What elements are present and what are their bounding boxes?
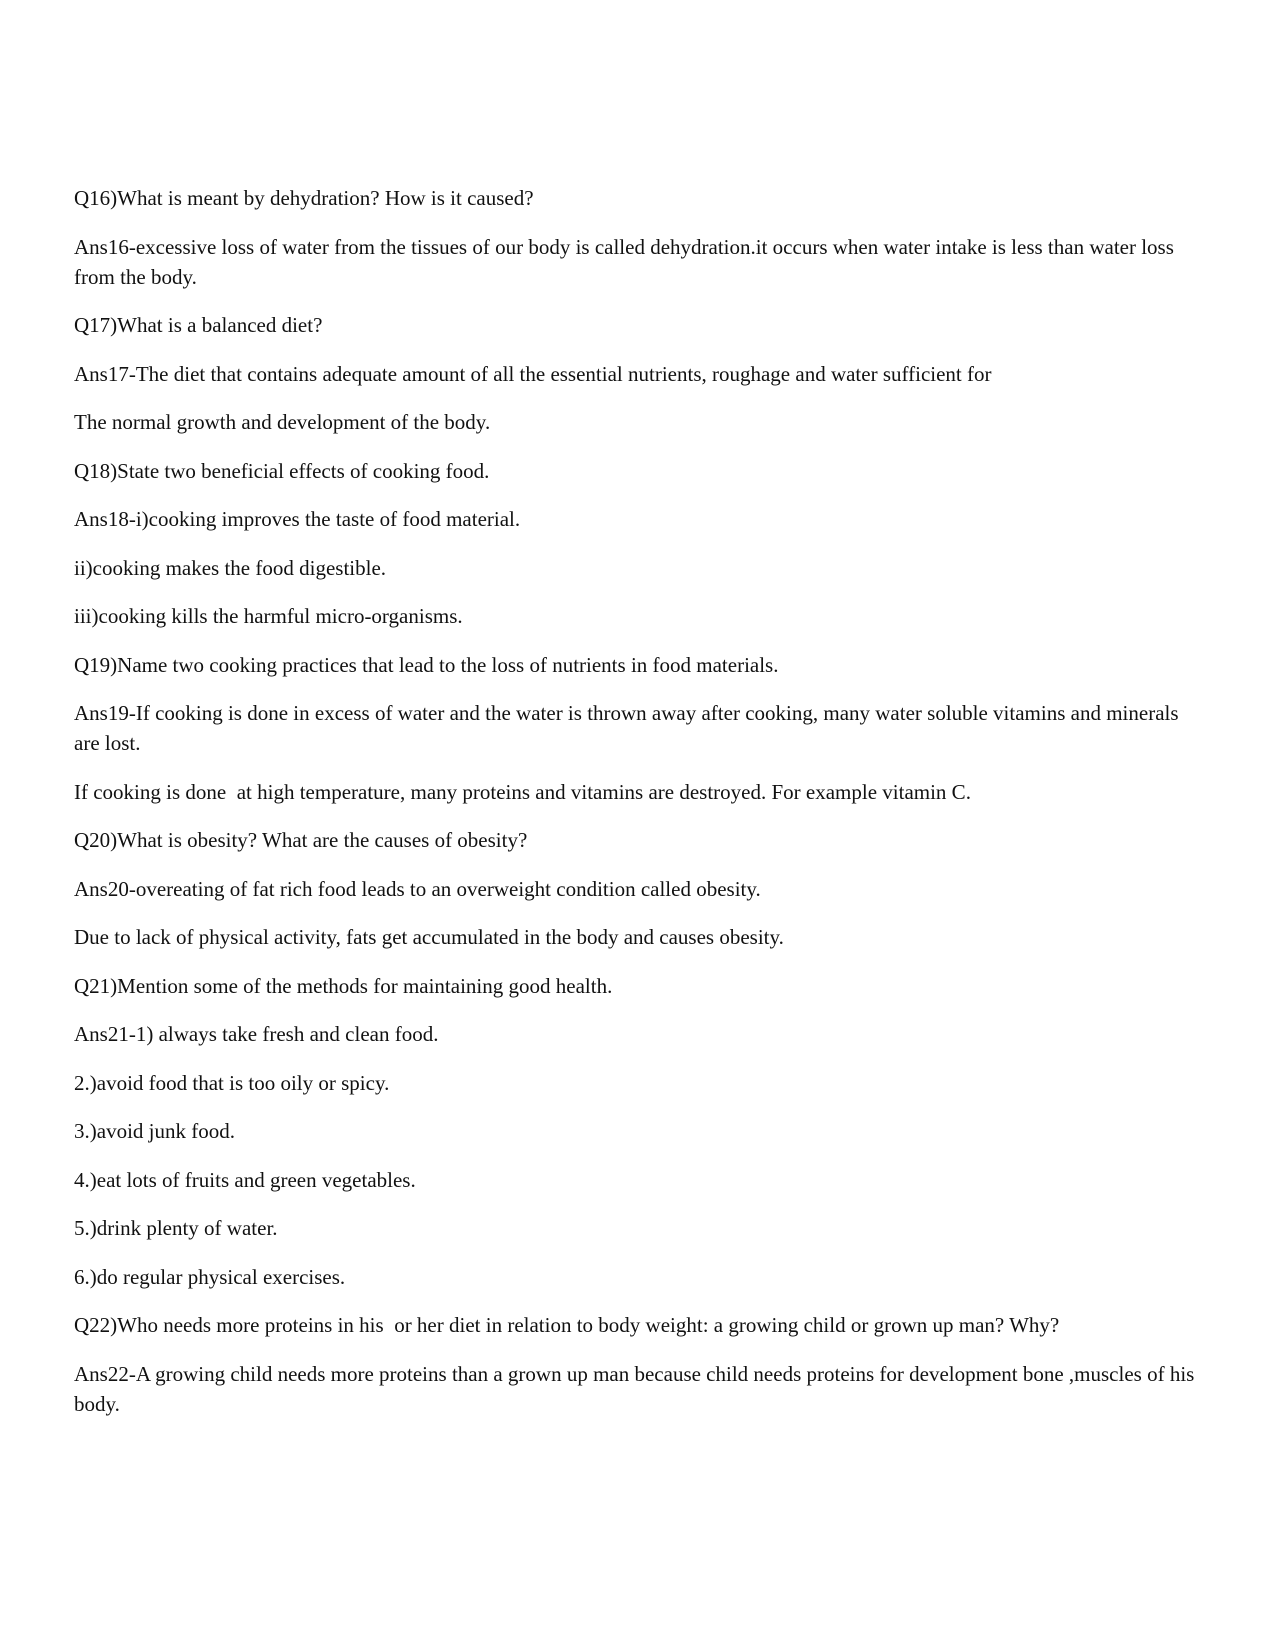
answer-17-continued: The normal growth and development of the body. bbox=[74, 410, 491, 434]
answer-20: Ans20-overeating of fat rich food leads to an overweight condition called obesity. bbox=[74, 876, 761, 901]
answer-21-item-6: 6.)do regular physical exercises. bbox=[74, 1264, 346, 1289]
answer-19: Ans19-If cooking is done in excess of water and the water is thrown away after cooking, many water soluble vitamins and minerals are lost. bbox=[74, 701, 1184, 755]
answer-21-item-2: 2.)avoid food that is too oily or spicy. bbox=[74, 1070, 390, 1095]
answer-21-item-4: 4.)eat lots of fruits and green vegetables. bbox=[74, 1167, 416, 1192]
answer-18-item-2: ii)cooking makes the food digestible. bbox=[74, 555, 387, 580]
answer-16: Ans16-excessive loss of water from the tissues of our body is called dehydration.it occurs when water intake is less than water loss from the body. bbox=[74, 234, 1180, 289]
answer-21-item-1: Ans21-1) always take fresh and clean food. bbox=[74, 1022, 439, 1046]
answer-19-continued: If cooking is done at high temperature, many proteins and vitamins are destroyed. For example vitamin C. bbox=[74, 779, 971, 804]
answer-18-item-1: Ans18-i)cooking improves the taste of food material. bbox=[74, 507, 521, 531]
answer-21-item-5: 5.)drink plenty of water. bbox=[74, 1216, 278, 1240]
question-18: Q18)State two beneficial effects of cooking food. bbox=[74, 458, 490, 483]
document-body bbox=[74, 183, 1204, 1437]
answer-18-item-3: iii)cooking kills the harmful micro-organisms. bbox=[74, 604, 463, 628]
answer-22: Ans22-A growing child needs more proteins than a grown up man because child needs proteins for development bone ,muscles of his body. bbox=[74, 1361, 1200, 1416]
question-19: Q19)Name two cooking practices that lead to the loss of nutrients in food materials. bbox=[74, 652, 779, 677]
answer-17: Ans17-The diet that contains adequate amount of all the essential nutrients, roughage and water sufficient for bbox=[74, 361, 992, 386]
question-17: Q17)What is a balanced diet? bbox=[74, 313, 323, 337]
question-20: Q20)What is obesity? What are the causes of obesity? bbox=[74, 828, 528, 852]
question-16: Q16)What is meant by dehydration? How is it caused? bbox=[74, 186, 534, 210]
answer-20-continued: Due to lack of physical activity, fats get accumulated in the body and causes obesity. bbox=[74, 925, 784, 949]
question-22: Q22)Who needs more proteins in his or her diet in relation to body weight: a growing child or grown up man? Why? bbox=[74, 1313, 1060, 1337]
question-21: Q21)Mention some of the methods for maintaining good health. bbox=[74, 973, 613, 998]
answer-21-item-3: 3.)avoid junk food. bbox=[74, 1119, 235, 1143]
